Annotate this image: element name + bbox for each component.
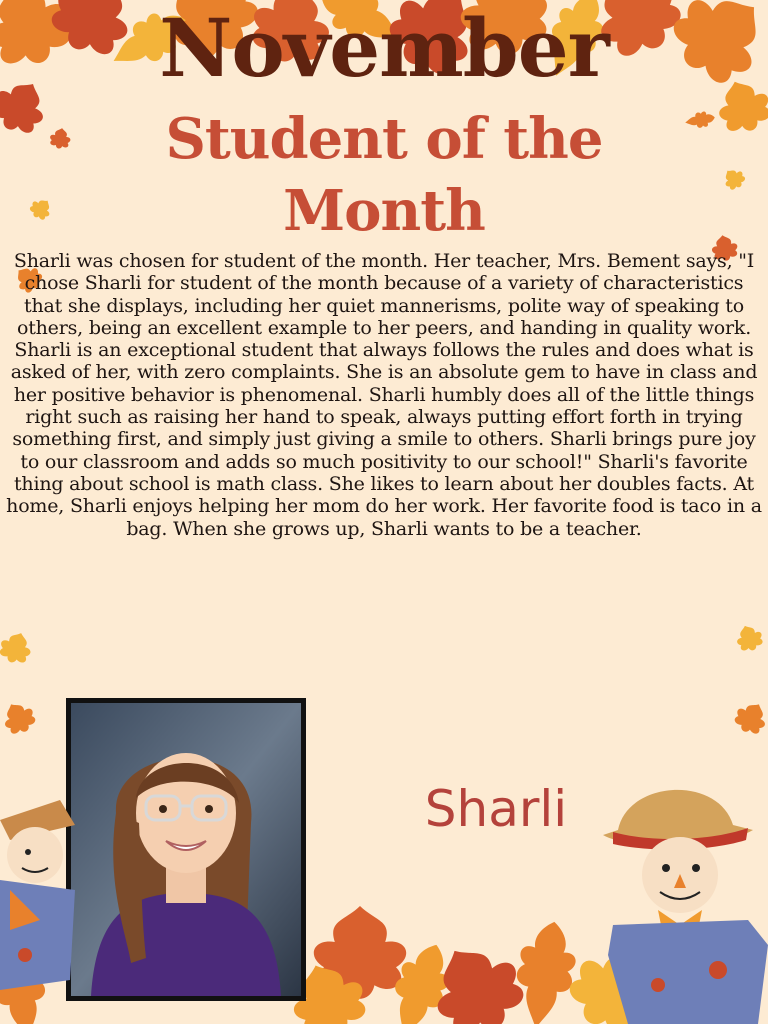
scarecrow-left-illustration bbox=[0, 780, 80, 1020]
scarecrow-right-illustration bbox=[598, 770, 768, 1024]
student-story: Sharli was chosen for student of the month. Her teacher, Mrs. Bement says, "I chose Sharli for student of the month because of a variety of characteristics that she displays, including her quiet mannerisms, polite way of speaking to others, being an excellent example to her peers, and handing in quality work. Sharli is an exceptional student that always follows the rules and does what is asked of her, with zero complaints. She is an absolute gem to have in class and her positive behavior is phenomenal. Sharli humbly does all of the little things right such as raising her hand to speak, always putting effort forth in trying something first, and simply just giving a smile to others. Sharli brings pure joy to our classroom and adds so much positivity to our school!" Sharli's favorite thing about school is math class. She likes to learn about her doubles facts. At home, Sharli enjoys helping her mom do her work. Her favorite food is taco in a bag. When she grows up, Sharli wants to be a teacher. bbox=[6, 250, 762, 540]
subtitle-line-2: Month bbox=[283, 178, 485, 244]
month-title: November bbox=[159, 1, 609, 95]
subtitle-line-1: Student of the bbox=[165, 106, 603, 172]
student-name: Sharli bbox=[424, 780, 568, 838]
portrait-image bbox=[71, 703, 301, 996]
student-photo bbox=[66, 698, 306, 1001]
